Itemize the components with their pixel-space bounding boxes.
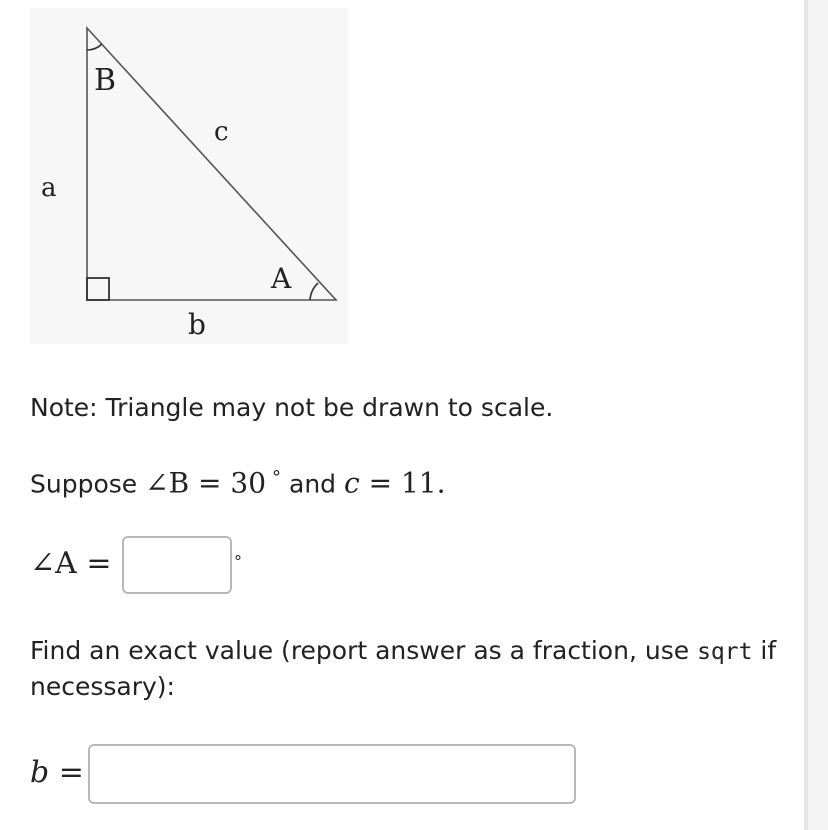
angle-a-label: ∠A = bbox=[30, 546, 112, 581]
triangle-outline bbox=[87, 28, 336, 300]
given-angle-expr: ∠B = 30 bbox=[145, 466, 267, 500]
given-statement bbox=[30, 461, 445, 501]
triangle-diagram bbox=[30, 8, 348, 344]
sqrt-code: sqrt bbox=[697, 639, 753, 665]
given-degree-symbol: ° bbox=[272, 467, 282, 488]
note-text: Note: Triangle may not be drawn to scale. bbox=[30, 393, 554, 422]
side-label-b: b bbox=[188, 308, 206, 341]
given-side-expr: = 11. bbox=[359, 466, 446, 500]
side-b-input[interactable] bbox=[88, 744, 576, 804]
vertex-label-b: B bbox=[94, 63, 117, 98]
side-b-equals: = bbox=[49, 755, 84, 790]
side-b-label bbox=[30, 756, 84, 790]
angle-a-arc bbox=[310, 283, 318, 300]
angle-a-input[interactable] bbox=[122, 536, 232, 594]
triangle-figure bbox=[30, 8, 348, 344]
side-label-a: a bbox=[41, 173, 57, 203]
angle-b-arc bbox=[87, 44, 102, 50]
given-prefix: Suppose bbox=[30, 469, 138, 499]
instruction-line-1 bbox=[30, 634, 776, 669]
scrollbar-track bbox=[804, 0, 808, 830]
given-conj: and bbox=[289, 469, 337, 499]
given-side-var: c bbox=[344, 466, 360, 500]
vertex-label-a: A bbox=[271, 262, 292, 295]
angle-a-degree-symbol: ° bbox=[234, 552, 242, 571]
instruction-if: if bbox=[760, 636, 777, 665]
side-label-c: c bbox=[214, 117, 229, 147]
right-angle-marker bbox=[87, 278, 109, 300]
instruction-text: Find an exact value (report answer as a fraction, use bbox=[30, 636, 690, 665]
side-b-var: b bbox=[30, 755, 50, 790]
scrollbar[interactable] bbox=[804, 0, 828, 830]
instruction-line-2: necessary): bbox=[30, 672, 175, 701]
